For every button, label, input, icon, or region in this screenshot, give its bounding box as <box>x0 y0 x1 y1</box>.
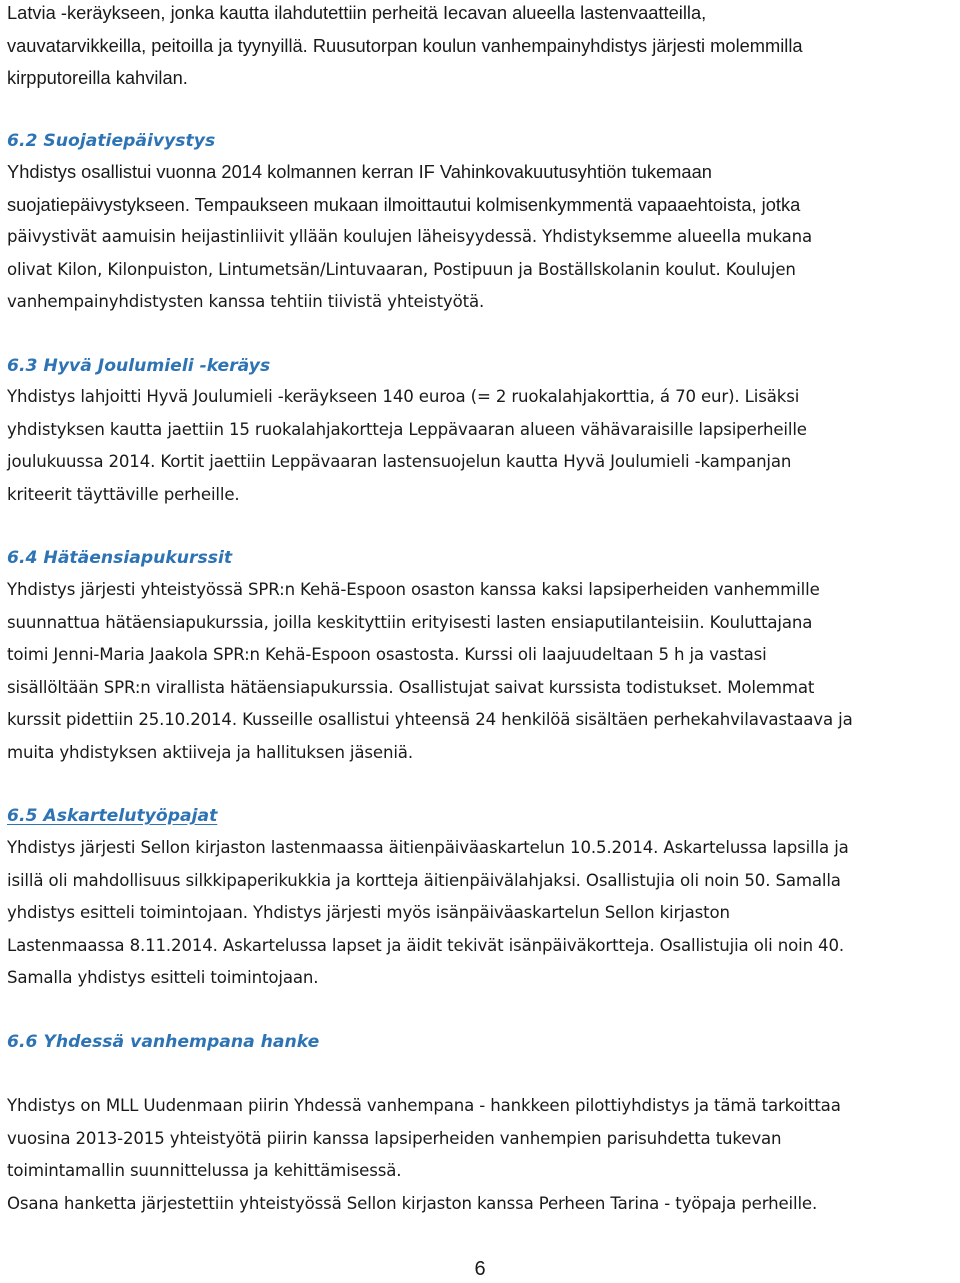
text-line: kurssit pidettiin 25.10.2014. Kusseille osallistui yhteensä 24 henkilöä sisältäen perhekahvilavastaava ja <box>7 710 853 729</box>
page-number: 6 <box>474 1258 486 1280</box>
text-line: vauvatarvikkeilla, peitoilla ja tyynyillä. Ruusutorpan koulun vanhempainyhdistys järjesti molemmilla <box>7 34 803 56</box>
text-line: sisällöltään SPR:n virallista hätäensiapukurssia. Osallistujat saivat kurssista todistukset. Molemmat <box>7 677 815 697</box>
text-line: joulukuussa 2014. Kortit jaettiin Leppävaaran lastensuojelun kautta Hyvä Joulumieli -kampanjan <box>7 452 792 471</box>
text-line: yhdistyksen kautta jaettiin 15 ruokalahjakortteja Leppävaaran alueen vähävaraisille lapsiperheille <box>7 419 807 439</box>
text-line: toimintamallin suunnittelussa ja kehittämisessä. <box>7 1161 402 1180</box>
text-line: Yhdistys järjesti yhteistyössä SPR:n Kehä-Espoon osaston kanssa kaksi lapsiperheiden vanhemmille <box>7 580 820 599</box>
text-line: toimi Jenni-Maria Jaakola SPR:n Kehä-Espoon osastosta. Kurssi oli laajuudeltaan 5 h ja vastasi <box>7 645 767 664</box>
section-heading-6-4: 6.4 Hätäensiapukurssit <box>7 548 233 568</box>
section-heading-6-6: 6.6 Yhdessä vanhempana hanke <box>7 1032 320 1052</box>
section-6-6-paragraph <box>7 1090 841 1220</box>
text-line: Osana hanketta järjestettiin yhteistyössä Sellon kirjaston kanssa Perheen Tarina - työpaja perheille. <box>7 1193 818 1213</box>
text-line: kriteerit täyttäville perheille. <box>7 484 240 504</box>
text-line: muita yhdistyksen aktiiveja ja hallituksen jäseniä. <box>7 742 413 762</box>
section-heading-6-2: 6.2 Suojatiepäivystys <box>7 131 216 151</box>
text-line: isillä oli mahdollisuus silkkipaperikukkia ja kortteja äitienpäivälahjaksi. Osallistujia oli noin 50. Samalla <box>7 870 841 890</box>
text-line: Samalla yhdistys esitteli toimintojaan. <box>7 968 319 987</box>
text-line: Yhdistys on MLL Uudenmaan piirin Yhdessä vanhempana - hankkeen pilottiyhdistys ja tämä tarkoittaa <box>7 1096 841 1115</box>
text-line: suojatiepäivystykseen. Tempaukseen mukaan ilmoittautui kolmisenkymmentä vapaaehtoista, jotka <box>7 193 801 215</box>
text-line: Lastenmaassa 8.11.2014. Askartelussa lapset ja äidit tekivät isänpäiväkortteja. Osallistujia oli noin 40. <box>7 935 844 955</box>
intro-paragraph <box>7 0 803 95</box>
text-line: olivat Kilon, Kilonpuiston, Lintumetsän/Lintuvaaran, Postipuun ja Boställskolanin koulut. Koulujen <box>7 259 796 279</box>
text-line: päivystivät aamuisin heijastinliivit yllään koulujen läheisyydessä. Yhdistyksemme alueella mukana <box>7 227 813 246</box>
section-heading-6-5: 6.5 Askartelutyöpajat <box>7 806 218 826</box>
text-line: kirpputoreilla kahvilan. <box>7 67 188 88</box>
text-line: vanhempainyhdistysten kanssa tehtiin tiivistä yhteistyötä. <box>7 292 485 311</box>
section-6-2-paragraph-cont <box>7 221 812 319</box>
section-6-4-paragraph <box>7 574 853 769</box>
text-line: yhdistys esitteli toimintojaan. Yhdistys järjesti myös isänpäiväaskartelun Sellon kirjaston <box>7 903 730 922</box>
text-line: Yhdistys osallistui vuonna 2014 kolmannen kerran IF Vahinkovakuutusyhtiön tukemaan <box>7 161 712 182</box>
text-line: Yhdistys järjesti Sellon kirjaston lastenmaassa äitienpäiväaskartelun 10.5.2014. Askartelussa lapsilla ja <box>7 838 849 857</box>
text-line: vuosina 2013-2015 yhteistyötä piirin kanssa lapsiperheiden vanhempien parisuhdetta tukevan <box>7 1128 782 1148</box>
section-6-2-paragraph <box>7 156 800 221</box>
section-6-3-paragraph <box>7 381 807 511</box>
text-line: Latvia -keräykseen, jonka kautta ilahdutettiin perheitä Iecavan alueella lastenvaatteilla, <box>7 2 707 23</box>
section-heading-6-3: 6.3 Hyvä Joulumieli -keräys <box>7 356 271 376</box>
section-6-5-paragraph <box>7 832 849 995</box>
text-line: suunnattua hätäensiapukurssia, joilla keskityttiin erityisesti lasten ensiaputilanteisiin. Kouluttajana <box>7 612 813 632</box>
text-line: Yhdistys lahjoitti Hyvä Joulumieli -keräykseen 140 euroa (= 2 ruokalahjakorttia, á 70 eur). Lisäksi <box>7 387 800 406</box>
